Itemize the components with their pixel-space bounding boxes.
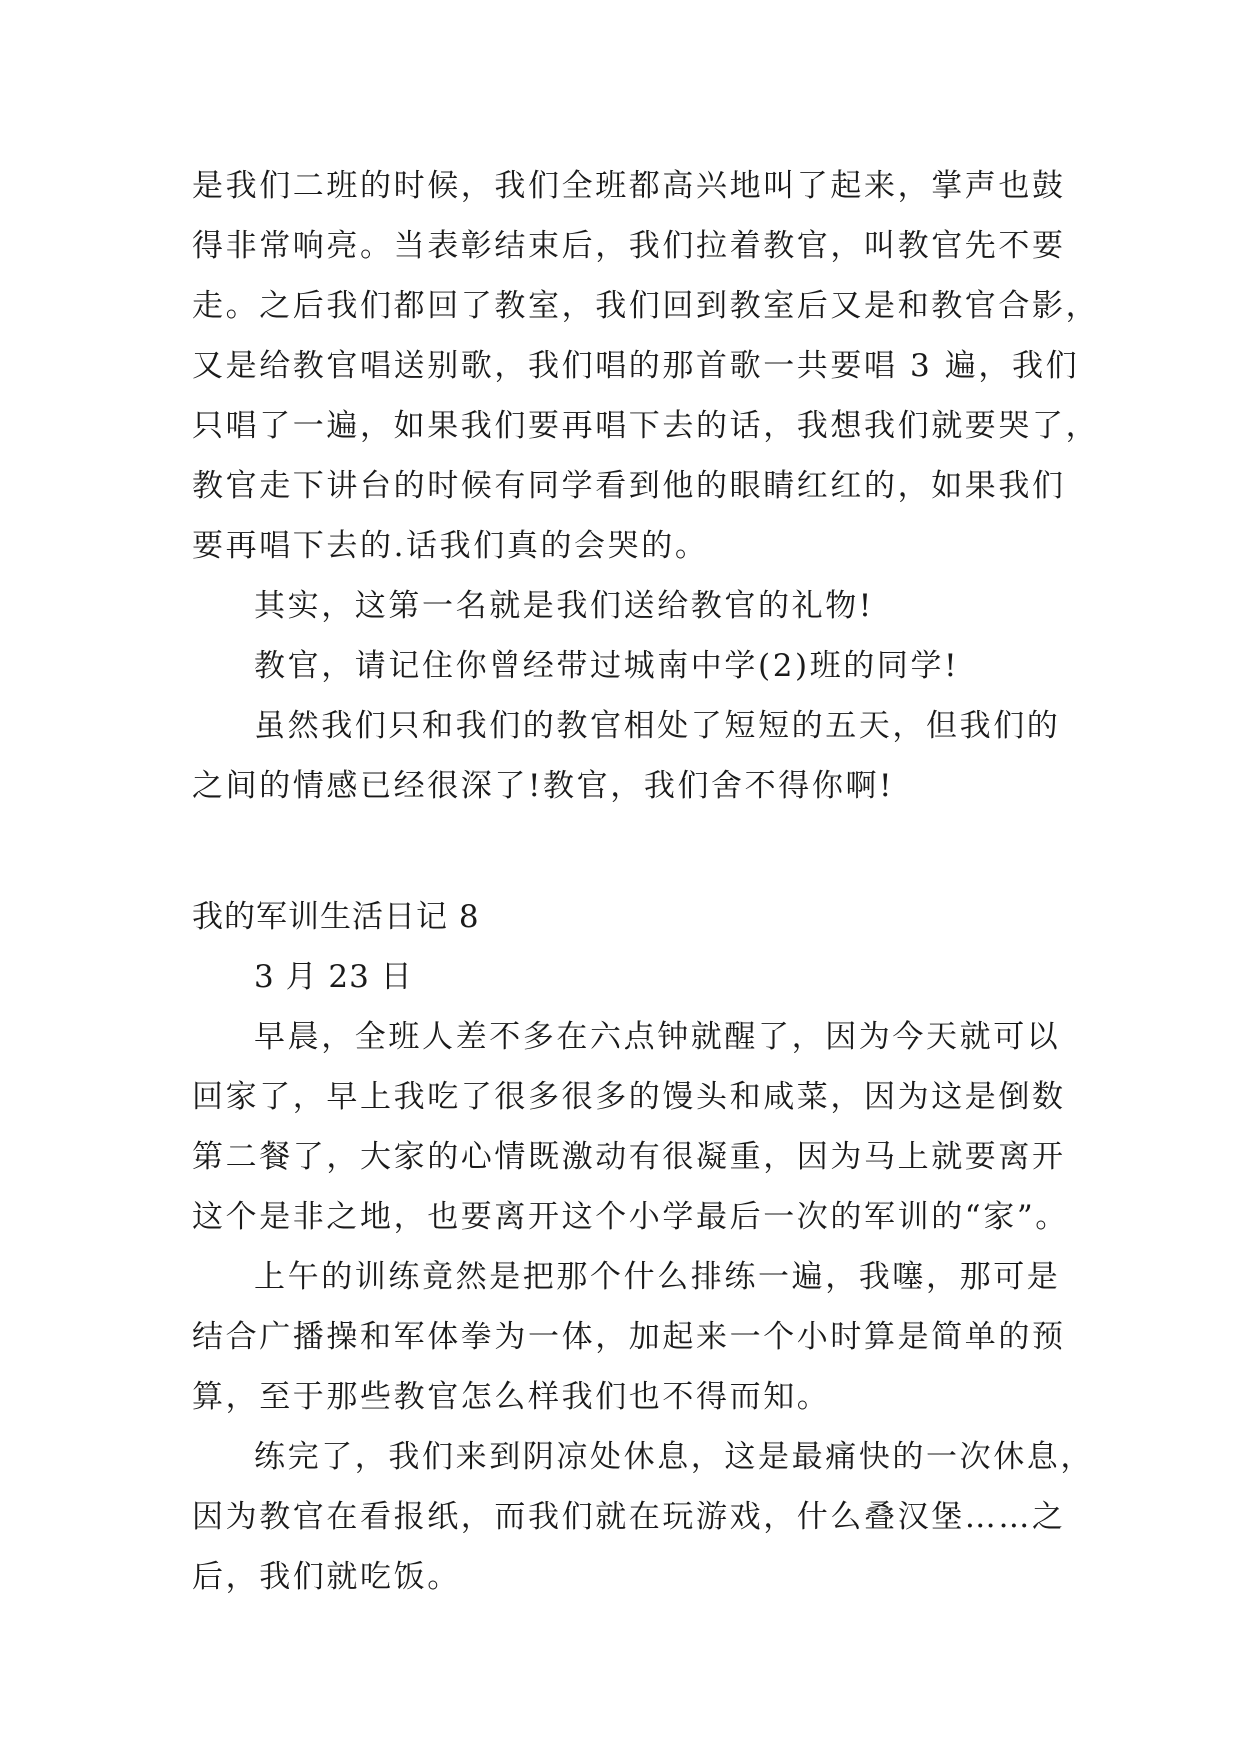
text-line: 又是给教官唱送别歌，我们唱的那首歌一共要唱 3 遍，我们 bbox=[192, 348, 1080, 384]
text-line: 教官走下讲台的时候有同学看到他的眼睛红红的，如果我们 bbox=[192, 468, 1066, 504]
paragraph: 其实，这第一名就是我们送给教官的礼物! bbox=[254, 588, 874, 624]
text-line: 虽然我们只和我们的教官相处了短短的五天，但我们的 bbox=[254, 708, 1061, 744]
text-line: 回家了，早上我吃了很多很多的馒头和咸菜，因为这是倒数 bbox=[192, 1079, 1066, 1115]
text-line: 这个是非之地，也要离开这个小学最后一次的军训的“家”。 bbox=[192, 1199, 1069, 1235]
text-line: 要再唱下去的.话我们真的会哭的。 bbox=[192, 528, 709, 564]
text-line: 练完了，我们来到阴凉处休息，这是最痛快的一次休息， bbox=[254, 1439, 1094, 1475]
text-line: 算，至于那些教官怎么样我们也不得而知。 bbox=[192, 1379, 831, 1415]
text-line: 第二餐了，大家的心情既激动有很凝重，因为马上就要离开 bbox=[192, 1139, 1066, 1175]
text-line: 之间的情感已经很深了!教官，我们舍不得你啊! bbox=[192, 768, 895, 804]
text-line: 只唱了一遍，如果我们要再唱下去的话，我想我们就要哭了， bbox=[192, 408, 1100, 444]
text-line: 上午的训练竟然是把那个什么排练一遍，我噻，那可是 bbox=[254, 1259, 1061, 1295]
text-line: 因为教官在看报纸，而我们就在玩游戏，什么叠汉堡……之 bbox=[192, 1499, 1066, 1535]
paragraph: 教官，请记住你曾经带过城南中学(2)班的同学! bbox=[254, 648, 960, 684]
entry-date: 3 月 23 日 bbox=[254, 959, 413, 995]
text-line: 早晨，全班人差不多在六点钟就醒了，因为今天就可以 bbox=[254, 1019, 1061, 1055]
text-line: 是我们二班的时候，我们全班都高兴地叫了起来，掌声也鼓 bbox=[192, 168, 1066, 204]
text-line: 结合广播操和军体拳为一体，加起来一个小时算是简单的预 bbox=[192, 1319, 1066, 1355]
text-line: 后，我们就吃饭。 bbox=[192, 1559, 461, 1595]
text-line: 得非常响亮。当表彰结束后，我们拉着教官，叫教官先不要 bbox=[192, 228, 1066, 264]
text-line: 走。之后我们都回了教室，我们回到教室后又是和教官合影， bbox=[192, 288, 1100, 324]
section-title: 我的军训生活日记 8 bbox=[192, 899, 480, 935]
